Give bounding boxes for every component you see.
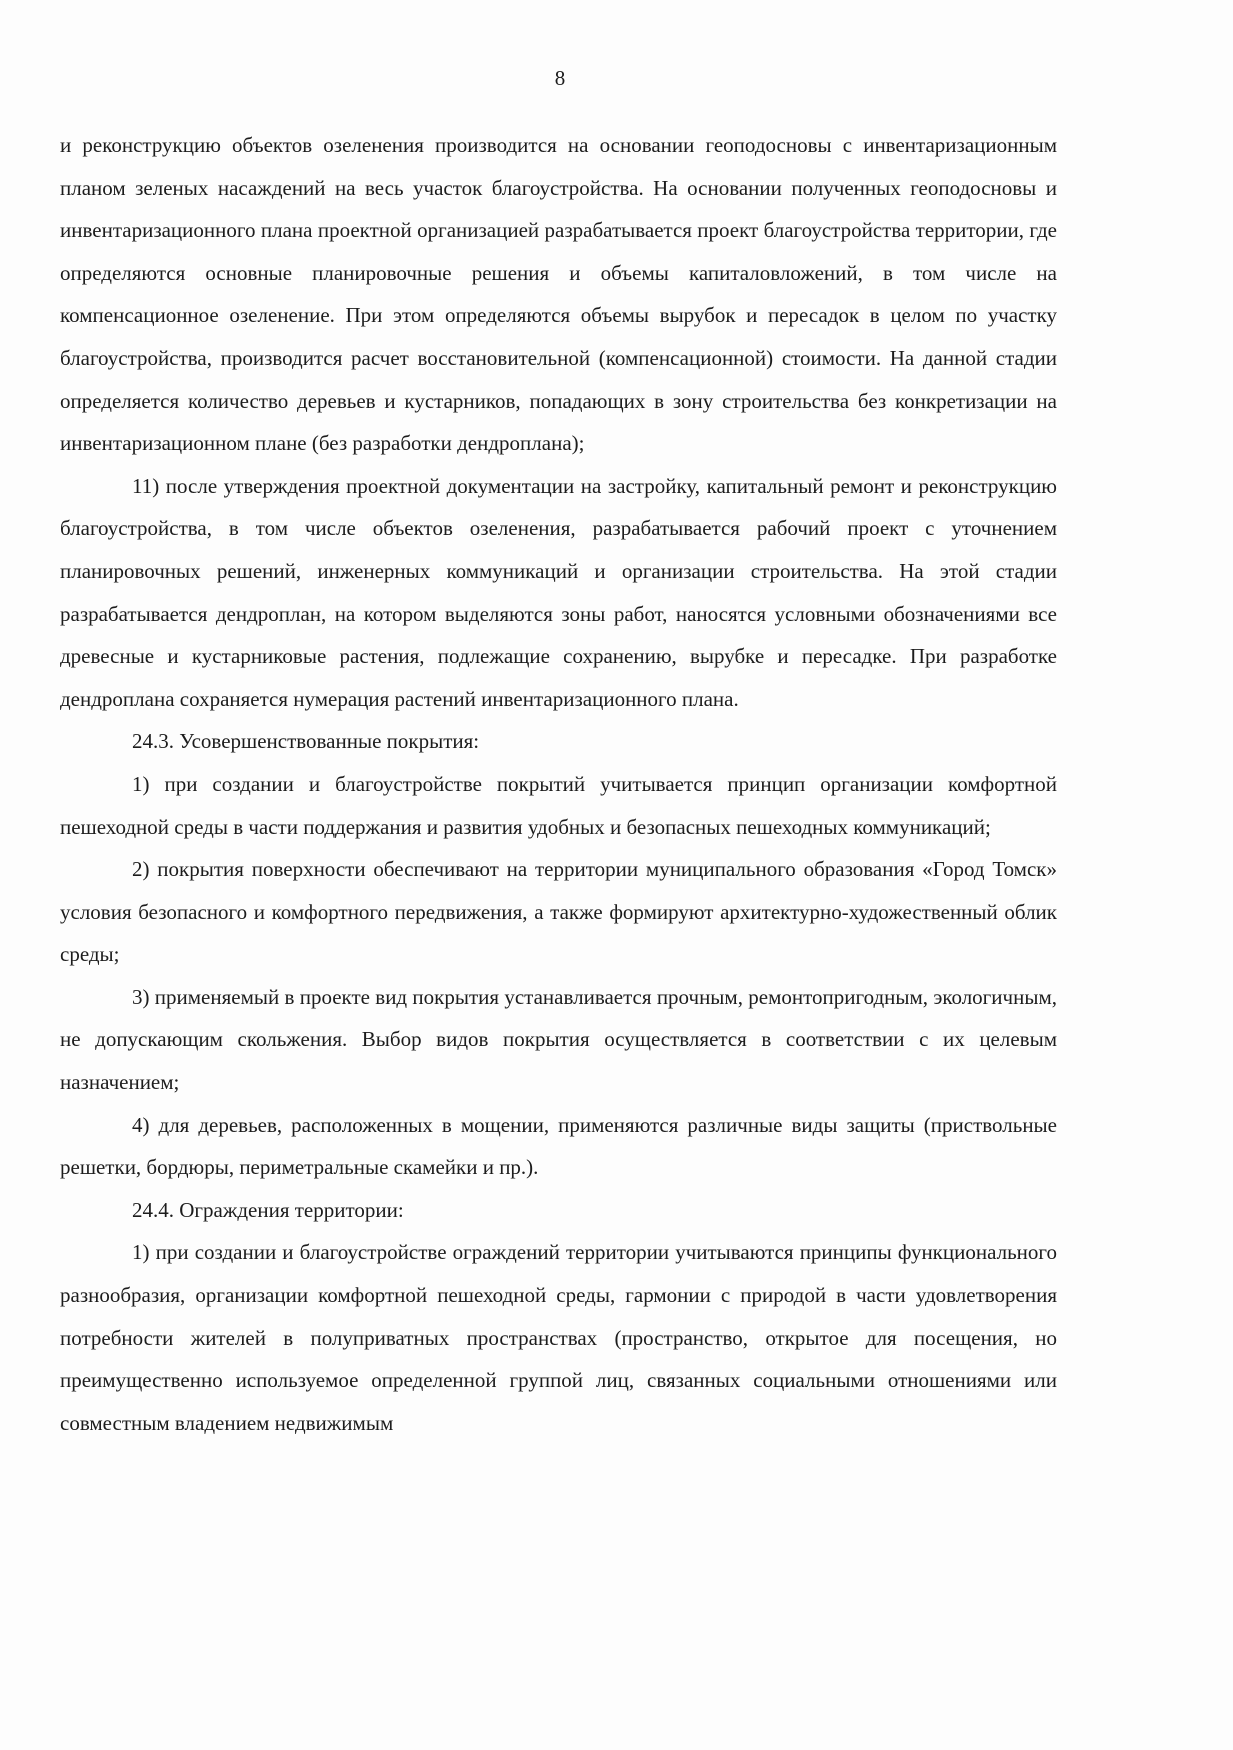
paragraph-24-3-item-3: 3) применяемый в проекте вид покрытия устанавливается прочным, ремонтопригодным, экологичным, не допускающим скольжения. Выбор видов покрытия осуществляется в соответствии с их целевым назначением; xyxy=(60,984,1057,1095)
paragraph-continuation: и реконструкцию объектов озеленения производится на основании геоподосновы с инвентаризационным планом зеленых насаждений на весь участок благоустройства. На основании полученных геоподосновы и инвентаризационного плана проектной организацией разрабатывается проект благоустройства территории, где определяются основные планировочные решения и объемы капиталовложений, в том числе на компенсационное озеленение. При этом определяются объемы вырубок и пересадок в целом по участку благоустройства, производится расчет восстановительной (компенсационной) стоимости. На данной стадии определяется количество деревьев и кустарников, попадающих в зону строительства без конкретизации на инвентаризационном плане (без разработки дендроплана); xyxy=(60,133,1057,456)
page-number: 8 xyxy=(554,66,566,90)
paragraph-24-4-item-1: 1) при создании и благоустройстве ограждений территории учитываются принципы функционального разнообразия, организации комфортной пешеходной среды, гармонии с природой в части удовлетворения потребности жителей в полуприватных пространствах (пространство, открытое для посещения, но преимущественно используемое определенной группой лиц, связанных социальными отношениями или совместным владением недвижимым xyxy=(60,1240,1057,1435)
section-heading-24-4: 24.4. Ограждения территории: xyxy=(132,1197,404,1222)
section-heading-24-3: 24.3. Усовершенствованные покрытия: xyxy=(132,729,480,754)
paragraph-24-3-item-4: 4) для деревьев, расположенных в мощении, применяются различные виды защиты (приствольные решетки, бордюры, периметральные скамейки и пр.). xyxy=(60,1112,1057,1180)
paragraph-24-3-item-1: 1) при создании и благоустройстве покрытий учитывается принцип организации комфортной пешеходной среды в части поддержания и развития удобных и безопасных пешеходных коммуникаций; xyxy=(60,771,1057,839)
paragraph-item-11: 11) после утверждения проектной документации на застройку, капитальный ремонт и реконструкцию благоустройства, в том числе объектов озеленения, разрабатывается рабочий проект с уточнением планировочных решений, инженерных коммуникаций и организации строительства. На этой стадии разрабатывается дендроплан, на котором выделяются зоны работ, наносятся условными обозначениями все древесные и кустарниковые растения, подлежащие сохранению, вырубке и пересадке. При разработке дендроплана сохраняется нумерация растений инвентаризационного плана. xyxy=(60,473,1057,711)
document-body xyxy=(60,124,1057,1444)
paragraph-24-3-item-2: 2) покрытия поверхности обеспечивают на территории муниципального образования «Город Томск» условия безопасного и комфортного передвижения, а также формируют архитектурно-художественный облик среды; xyxy=(60,857,1057,967)
